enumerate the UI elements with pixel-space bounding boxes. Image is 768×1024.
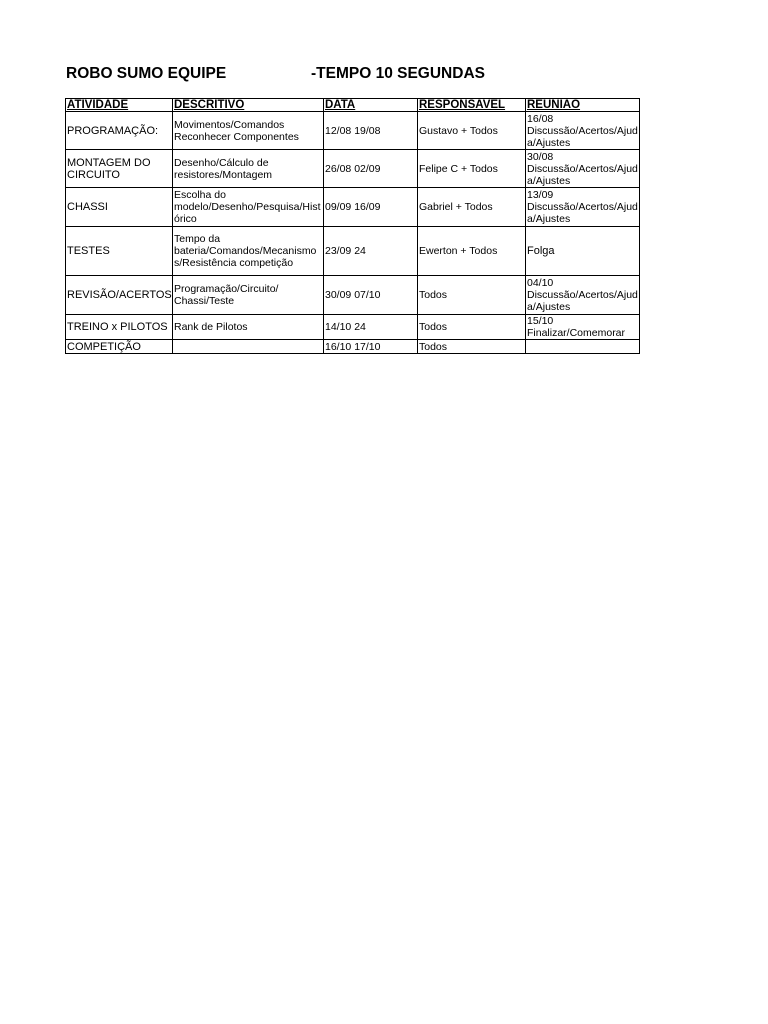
header-reuniao: REUNIÃO bbox=[526, 99, 640, 112]
cell-descritivo: Programação/Circuito/ Chassi/Teste bbox=[173, 276, 324, 315]
table-row bbox=[66, 340, 640, 354]
cell-descritivo: Rank de Pilotos bbox=[173, 315, 324, 340]
cell-descritivo: Tempo da bateria/Comandos/Mecanismos/Resistência competição bbox=[173, 227, 324, 276]
cell-reuniao: Folga bbox=[526, 227, 640, 276]
cell-data: 23/09 24 bbox=[324, 227, 418, 276]
table-row bbox=[66, 188, 640, 227]
cell-reuniao: 16/08 Discussão/Acertos/Ajuda/Ajustes bbox=[527, 112, 638, 149]
table-row bbox=[66, 276, 640, 315]
cell-reuniao: 13/09 Discussão/Acertos/Ajuda/Ajustes bbox=[527, 189, 638, 225]
cell-responsavel: Todos bbox=[418, 340, 526, 354]
cell-atividade: MONTAGEM DO CIRCUITO bbox=[66, 150, 173, 188]
table-row bbox=[66, 315, 640, 340]
cell-data: 12/08 19/08 bbox=[324, 112, 418, 150]
cell-responsavel: Ewerton + Todos bbox=[418, 227, 526, 276]
cell-atividade: CHASSI bbox=[66, 188, 173, 227]
header-descritivo: DESCRITIVO bbox=[173, 99, 324, 112]
cell-data: 09/09 16/09 bbox=[324, 188, 418, 227]
cell-data: 30/09 07/10 bbox=[324, 276, 418, 315]
cell-reuniao: 30/08 Discussão/Acertos/Ajuda/Ajustes bbox=[527, 150, 638, 187]
schedule-table bbox=[65, 98, 640, 354]
cell-descritivo: Movimentos/Comandos Reconhecer Componentes bbox=[173, 112, 324, 150]
cell-reuniao: 15/10 Finalizar/Comemorar bbox=[526, 315, 640, 340]
header-row bbox=[66, 99, 640, 112]
cell-responsavel: Gustavo + Todos bbox=[418, 112, 526, 150]
cell-descritivo: Escolha do modelo/Desenho/Pesquisa/Histórico bbox=[173, 188, 324, 227]
sheet-subtitle: -TEMPO 10 SEGUNDAS bbox=[311, 65, 485, 82]
cell-atividade: PROGRAMAÇÃO: bbox=[66, 112, 173, 150]
table-row bbox=[66, 227, 640, 276]
cell-data: 26/08 02/09 bbox=[324, 150, 418, 188]
cell-responsavel: Todos bbox=[418, 315, 526, 340]
header-responsavel: RESPONSAVEL bbox=[418, 99, 526, 112]
header-data: DATA bbox=[324, 99, 418, 112]
table-row bbox=[66, 150, 640, 188]
cell-responsavel: Felipe C + Todos bbox=[418, 150, 526, 188]
table-row bbox=[66, 112, 640, 150]
cell-responsavel: Todos bbox=[418, 276, 526, 315]
cell-atividade: REVISÃO/ACERTOS bbox=[66, 276, 173, 315]
cell-descritivo bbox=[173, 340, 324, 354]
cell-descritivo: Desenho/Cálculo de resistores/Montagem bbox=[173, 150, 324, 188]
cell-reuniao bbox=[526, 340, 640, 354]
cell-reuniao: 04/10 Discussão/Acertos/Ajuda/Ajustes bbox=[527, 277, 638, 313]
sheet-title: ROBO SUMO EQUIPE bbox=[66, 65, 227, 82]
cell-atividade: TREINO x PILOTOS bbox=[66, 315, 173, 340]
cell-data: 14/10 24 bbox=[324, 315, 418, 340]
cell-responsavel: Gabriel + Todos bbox=[418, 188, 526, 227]
cell-atividade: COMPETIÇÃO bbox=[66, 340, 173, 354]
cell-data: 16/10 17/10 bbox=[324, 340, 418, 354]
cell-atividade: TESTES bbox=[66, 227, 173, 276]
header-atividade: ATIVIDADE bbox=[66, 99, 173, 112]
